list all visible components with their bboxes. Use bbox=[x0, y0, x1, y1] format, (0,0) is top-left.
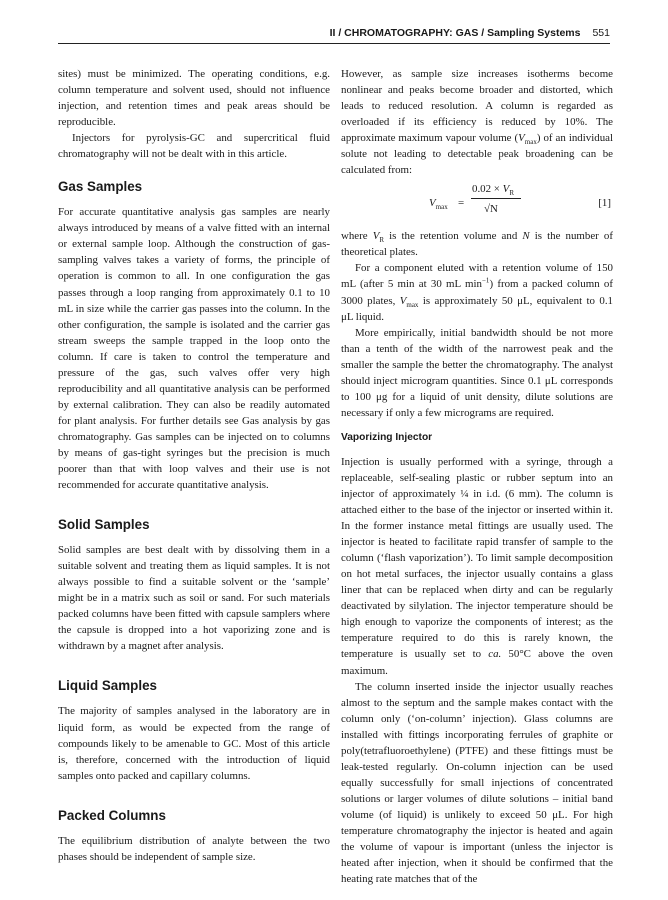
paragraph: For a component eluted with a retention volume of 150 mL (after 5 min at 30 mL $\min^{-1}$) from a packed column of 3000 plates, $V_{max}$ is approximately 50 μL, equivalent to 0.1 μL liquid. bbox=[341, 262, 613, 323]
fraction-bar bbox=[471, 198, 521, 199]
page-number: 551 bbox=[592, 27, 610, 39]
paragraph: However, as sample size increases isotherms become nonlinear and peaks become broader and distorted, which leads to reduced resolution. A column is regarded as overloaded if its efficiency is reduced by 10%. The approximate maximum vapour volume $(V_{max})$ of an individual solute not leading to detectable peak broadening can be calculated from: bbox=[341, 68, 613, 177]
section-heading-liquid-samples: Liquid Samples bbox=[58, 678, 157, 694]
equals-sign: = bbox=[458, 197, 465, 210]
equation-lhs: $V_{max}$ bbox=[429, 197, 448, 212]
running-head bbox=[58, 27, 610, 44]
equation-1 bbox=[341, 182, 613, 228]
section-heading-packed-columns: Packed Columns bbox=[58, 807, 166, 823]
section-heading-gas-samples: Gas Samples bbox=[58, 179, 143, 195]
paragraph: The equilibrium distribution of analyte between the two phases should be independent of sample size. bbox=[58, 834, 330, 863]
paragraph: where $V_R$ is the retention volume and N is the number of theoretical plates. bbox=[341, 230, 613, 259]
equation-number: [1] bbox=[598, 197, 611, 210]
section-heading-solid-samples: Solid Samples bbox=[58, 517, 150, 533]
paragraph: sites) must be minimized. The operating conditions, e.g. column temperature and solvent used, should not influence injection, and retention times and peak areas should be reproducible. bbox=[58, 68, 330, 129]
paragraph: The majority of samples analysed in the laboratory are in liquid form, as would be expected from the range of compounds likely to be amenable to GC. Most of this article is, therefore, concerned with the introduction of liquid samples onto packed and capillary columns. bbox=[58, 705, 330, 782]
right-column bbox=[341, 66, 613, 887]
paragraph: Injectors for pyrolysis-GC and supercritical fluid chromatography will not be dealt with in this article. bbox=[58, 132, 330, 161]
paragraph: Solid samples are best dealt with by dissolving them in a suitable solvent and treating them as liquid samples. It is not always possible to find a suitable solvent or the ‘sample’ might be in a matrix such as soil or sand. For such materials packed columns have been fitted with capsule samplers where the capsule is dropped into a hot vaporizing zone and is withdrawn by a magnet after analysis. bbox=[58, 544, 330, 653]
paragraph: Injection is usually performed with a syringe, through a replaceable, self-sealing plastic or rubber septum into an injector of approximately ¼ in i.d. (6 mm). The column is attached either to the base of the injector or inserted within it. In the former instance metal fittings are usually used. The injector is heated to facilitate rapid transfer of sample to the column (‘flash vaporization’). To limit sample decomposition on hot metal surfaces, the injector usually contains a glass liner that can be replaced when dirty and can be regularly deactivated by silylation. The injector temperature should be high enough to vaporize the components of interest; as the temperature required to do this is rarely known, the temperature is usually set to ca. 50°C above the oven maximum. bbox=[341, 455, 613, 677]
left-column bbox=[58, 66, 330, 865]
paragraph: The column inserted inside the injector usually reaches almost to the septum and the sample makes contact with the column only (‘on-column’ injection). Glass columns are installed with fittings incorporating ferrules of graphite or poly(tetrafluoroethylene) (PTFE) and these fittings must be leak-tested regularly. On-column injection can be used equally successfully for small injections of concentrated solutions or larger volumes of dilute solutions – initial band volume (of liquid) is unlikely to exceed 50 μL. For high temperature chromatography the injector is heated and again the volume of vapour is important (unless the injector is heated after injection, when it should be confirmed that the heating rate matches that of the bbox=[341, 680, 613, 886]
subsection-heading-vaporizing-injector: Vaporizing Injector bbox=[341, 431, 433, 443]
equation-denominator: √N bbox=[484, 203, 498, 216]
running-head-title: II / CHROMATOGRAPHY: GAS / Sampling Systems bbox=[329, 27, 581, 39]
equation-numerator: $0.02 \times V_R$ bbox=[472, 183, 514, 198]
paragraph: For accurate quantitative analysis gas samples are nearly always introduced by means of a valve fitted with an internal or external sample loop. Although the construction of gas-sampling valves takes a variety of forms, the principle of operation is common to all. In one configuration the gas passes through a loop ranging from approximately 0.1 to 10 mL in size while the carrier gas passes into the column. In the other configuration, the sample is isolated and the carrier gas stream sweeps the sample trapped in the loop onto the column. If care is taken to control the temperature and pressure of the gas, such valves offer very high reproducibility and all quantitative analysis can be performed by external calibration. They can also be readily automated for plant analysis. For further details see Gas analysis by gas chromatography. Gas samples can be injected on to columns by means of gas-tight syringes but the precision is much poorer than that with loop valves and their use is not recommended for accurate quantitative analysis. bbox=[58, 206, 330, 492]
paragraph: More empirically, initial bandwidth should be not more than a tenth of the width of the narrowest peak and the smaller the sample the better the chromatography. The analyst should inject microgram quantities. Since 0.1 μL corresponds to 100 μg for a liquid of unit density, dilute solutions are necessary if only a few micrograms are required. bbox=[341, 326, 613, 419]
